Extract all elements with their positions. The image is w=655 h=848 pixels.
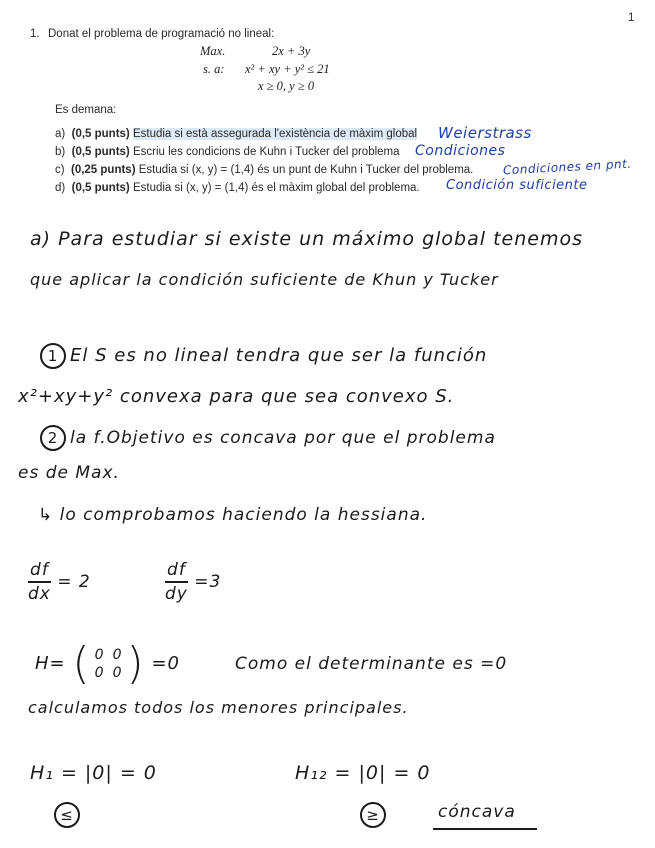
answer-line-1: a) Para estudiar si existe un máximo global tenemos [30,228,583,250]
problem-number: 1. [30,28,40,40]
determinant-text: Como el determinante es =0 [235,654,508,674]
hessian-label: H= [35,653,66,674]
question-d-note: Condición suficiente [446,178,588,193]
step-2-number: 2 [40,425,66,451]
question-text: Estudia si (x, y) = (1,4) és un punt de Kuhn i Tucker del problema. [138,164,474,176]
question-c-note: Condiciones en pnt. [502,156,632,178]
demand-label: Es demana: [55,104,117,116]
question-a [55,128,417,140]
calculate-text: calculamos todos los menores principales. [28,698,409,717]
question-letter: d) [55,182,66,194]
step-3-line: ↳ lo comprobamos haciendo la hessiana. [38,505,428,525]
question-points: (0,5 punts) [71,128,130,140]
question-b-note: Condiciones [415,143,506,159]
step-1-text: El S es no lineal tendra que ser la función [70,345,488,366]
step-2-line-a [40,425,496,451]
circled-geq: ≥ [360,802,386,828]
derivative-x-value: = 2 [57,572,91,592]
constraint-1: x² + xy + y² ≤ 21 [245,62,330,76]
step-1-line-a [40,343,487,369]
matrix-cell: 0 [94,647,105,663]
objective-function: 2x + 3y [272,44,311,58]
denominator: dx [28,584,51,604]
hessian-equals: =0 [151,653,180,674]
page-number: 1 [628,12,635,24]
question-points: (0,5 punts) [71,182,130,194]
sign-symbol-1 [54,802,84,828]
minor-h1: H₁ = |0| = 0 [30,762,157,784]
answer-line-2: que aplicar la condición suficiente de Khun y Tucker [30,270,499,289]
partial-derivative-y [165,560,221,604]
question-text: Estudia si (x, y) = (1,4) és el màxim global del problema. [132,182,420,194]
question-letter: c) [55,164,65,176]
st-label: s. a: [203,62,225,76]
hessian [35,638,180,689]
step-1-number: 1 [40,343,66,369]
matrix-cell: 0 [112,647,123,663]
numerator: df [30,560,49,580]
step-2-line-b: es de Max. [18,463,120,483]
denominator: dy [165,584,188,604]
step-1-line-b: x²+xy+y² convexa para que sea convexo S. [18,386,455,407]
constraint-2: x ≥ 0, y ≥ 0 [258,79,315,93]
circled-leq: ≤ [54,802,80,828]
sign-symbol-2 [360,802,390,828]
step-2-text: la f.Objetivo es concava por que el problema [70,428,496,448]
left-paren: ( [72,638,91,689]
question-a-note: Weierstrass [438,124,532,142]
question-c [55,164,473,176]
question-points: (0,25 punts) [70,164,136,176]
fraction-bar [165,581,188,583]
question-text: Estudia si està assegurada l'existència de màxim global [132,128,418,140]
question-letter: a) [55,128,66,140]
partial-derivative-x [28,560,91,604]
minor-h12: H₁₂ = |0| = 0 [295,762,431,784]
question-points: (0,5 punts) [71,146,130,158]
max-label: Max. [200,44,226,58]
concave-underline [433,828,537,830]
concave-label: cóncava [438,802,516,822]
question-letter: b) [55,146,66,158]
numerator: df [167,560,186,580]
fraction-bar [28,581,51,583]
matrix-cell: 0 [112,665,123,681]
right-paren: ) [126,638,145,689]
question-text: Escriu les condicions de Kuhn i Tucker del problema [132,146,400,158]
problem-intro: Donat el problema de programació no lineal: [48,28,275,40]
hessian-matrix [72,638,145,689]
question-b [55,146,400,158]
question-d [55,182,420,194]
fraction-dfdy [165,560,188,604]
derivative-y-value: =3 [194,572,222,592]
matrix-cell: 0 [94,665,105,681]
fraction-dfdx [28,560,51,604]
